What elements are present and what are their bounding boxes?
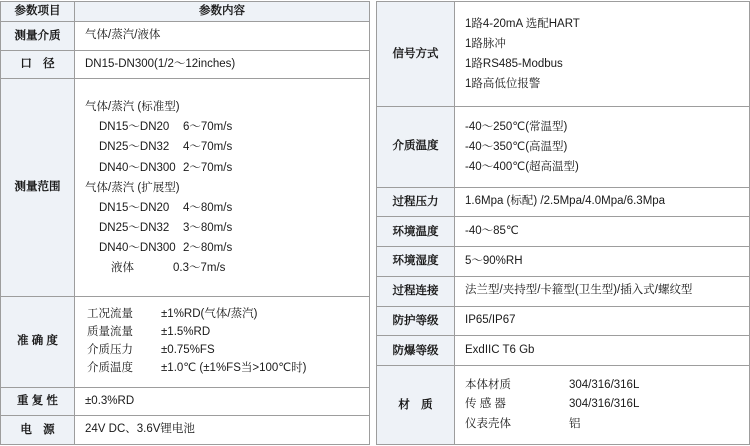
right-parameter-table (376, 1, 750, 445)
row-label-process-connection: 过程连接 (377, 276, 455, 306)
medium-temp-line: -40～350℃(高温型) (465, 140, 568, 153)
row-value-process-pressure: 1.6Mpa (标配) /2.5Mpa/4.0Mpa/6.3Mpa (455, 187, 750, 217)
material-item (465, 415, 749, 435)
table-row-measuring-range (1, 79, 370, 297)
table-row (377, 247, 750, 277)
range-group1-item (85, 117, 369, 137)
signal-line: 1路脉冲 (465, 37, 506, 50)
material-item (465, 395, 749, 415)
accuracy-item-key: 介质压力 (87, 343, 133, 356)
row-value-power: 24V DC、3.6V锂电池 (75, 416, 370, 445)
range-group1-title: 气体/蒸汽 (标准型) (85, 101, 180, 114)
header-param-content: 参数内容 (75, 2, 370, 22)
row-value-medium: 气体/蒸汽/液体 (75, 22, 370, 51)
row-value-ambient-temp: -40～85℃ (455, 217, 750, 247)
range-item-value: 2～80m/s (183, 242, 233, 255)
table-row-accuracy (1, 297, 370, 388)
row-label-process-pressure: 过程压力 (377, 187, 455, 217)
row-value-explosion-grade: ExdIIC T6 Gb (455, 336, 750, 366)
row-label-ambient-humidity: 环境湿度 (377, 247, 455, 277)
medium-temp-line: -40～250℃(常温型) (465, 120, 568, 133)
material-item (465, 376, 749, 396)
range-group2-item (85, 218, 369, 238)
range-item-value: 4～70m/s (183, 141, 233, 154)
range-item-key: DN40～DN300 (99, 242, 176, 255)
range-group2-item (85, 238, 369, 258)
table-row (1, 416, 370, 445)
row-label-ambient-temp: 环境温度 (377, 217, 455, 247)
range-item-key: 液体 (111, 262, 134, 275)
accuracy-item (75, 342, 369, 360)
row-value-diameter: DN15-DN300(1/2～12inches) (75, 50, 370, 79)
table-row-medium-temp (377, 106, 750, 187)
table-row (377, 187, 750, 217)
header-param-item: 参数项目 (1, 2, 75, 22)
range-item-value: 6～70m/s (183, 121, 233, 134)
accuracy-item-value: ±0.75%FS (161, 343, 215, 356)
row-label-protection-grade: 防护等级 (377, 306, 455, 336)
table-row (377, 336, 750, 366)
range-liquid-item (85, 258, 369, 278)
material-item-key: 本体材质 (465, 378, 511, 391)
row-label-repeatability: 重 复 性 (1, 387, 75, 416)
row-value-process-connection: 法兰型/夹持型/卡箍型(卫生型)/插入式/螺纹型 (455, 276, 750, 306)
row-value-signal (455, 2, 750, 107)
range-item-value: 4～80m/s (183, 201, 233, 214)
row-label-medium-temp: 介质温度 (377, 106, 455, 187)
row-value-protection-grade: IP65/IP67 (455, 306, 750, 336)
row-value-repeatability: ±0.3%RD (75, 387, 370, 416)
row-label-explosion-grade: 防爆等级 (377, 336, 455, 366)
range-group2-title: 气体/蒸汽 (扩展型) (85, 181, 180, 194)
row-value-ambient-humidity: 5～90%RH (455, 247, 750, 277)
accuracy-item (75, 324, 369, 342)
row-label-diameter: 口 径 (1, 50, 75, 79)
row-label-power: 电 源 (1, 416, 75, 445)
row-value-medium-temp (455, 106, 750, 187)
row-value-range (75, 79, 370, 297)
table-row-signal (377, 2, 750, 107)
range-item-value: 2～70m/s (183, 161, 233, 174)
table-row (377, 217, 750, 247)
range-item-key: DN40～DN300 (99, 161, 176, 174)
range-item-key: DN25～DN32 (99, 141, 170, 154)
material-item-value: 铝 (569, 417, 581, 430)
accuracy-item-value: ±1%RD(气体/蒸汽) (161, 308, 258, 321)
row-label-signal: 信号方式 (377, 2, 455, 107)
signal-line: 1路RS485-Modbus (465, 57, 563, 70)
row-label-accuracy: 准 确 度 (1, 297, 75, 388)
row-label-material: 材 质 (377, 366, 455, 445)
signal-line: 1路高低位报警 (465, 78, 541, 91)
range-group1-item (85, 158, 369, 178)
table-row (1, 50, 370, 79)
material-item-value: 304/316/316L (569, 378, 640, 391)
material-item-key: 仪表壳体 (465, 417, 511, 430)
row-value-accuracy (75, 297, 370, 388)
range-item-key: DN15～DN20 (99, 121, 170, 134)
table-row-material (377, 366, 750, 445)
range-group1-item (85, 137, 369, 157)
accuracy-item-value: ±1.0℃ (±1%FS当>100℃时) (161, 361, 307, 374)
accuracy-item-key: 质量流量 (87, 325, 133, 338)
accuracy-item (75, 306, 369, 324)
row-label-medium: 测量介质 (1, 22, 75, 51)
accuracy-item-value: ±1.5%RD (161, 325, 211, 338)
range-item-value: 3～80m/s (183, 221, 233, 234)
row-value-material (455, 366, 750, 445)
table-row (1, 387, 370, 416)
table-row (377, 276, 750, 306)
table-header-row (1, 2, 370, 22)
signal-line: 1路4-20mA 选配HART (465, 17, 580, 30)
range-item-value: 0.3～7m/s (173, 262, 226, 275)
left-parameter-table (0, 1, 370, 445)
range-item-key: DN25～DN32 (99, 221, 170, 234)
accuracy-item-key: 介质温度 (87, 361, 133, 374)
medium-temp-line: -40～400℃(超高温型) (465, 160, 579, 173)
material-item-key: 传 感 器 (465, 398, 506, 411)
table-row (1, 22, 370, 51)
accuracy-item-key: 工况流量 (87, 308, 133, 321)
material-item-value: 304/316/316L (569, 398, 640, 411)
range-group2-item (85, 198, 369, 218)
accuracy-item (75, 360, 369, 378)
row-label-range: 测量范围 (1, 79, 75, 297)
range-item-key: DN15～DN20 (99, 201, 170, 214)
table-row (377, 306, 750, 336)
